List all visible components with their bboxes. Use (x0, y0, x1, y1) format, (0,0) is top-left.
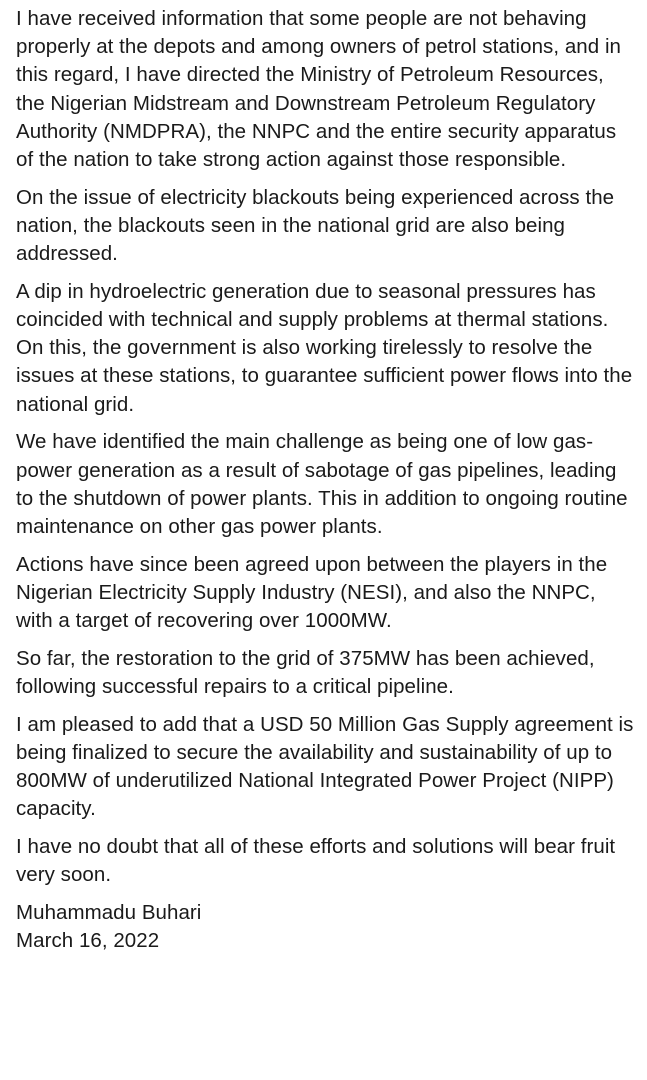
paragraph-electricity-blackouts: On the issue of electricity blackouts being experienced across the nation, the blackouts seen in the national grid are also being addressed. (16, 185, 615, 266)
paragraph-nesi-actions: Actions have since been agreed upon between the players in the Nigerian Electricity Supply Industry (NESI), and also the NNPC, with a target of recovering over 1000MW. (16, 552, 608, 633)
signature-block (16, 899, 637, 955)
paragraph-restoration-375mw: So far, the restoration to the grid of 375MW has been achieved, following successful repairs to a critical pipeline. (16, 646, 595, 698)
paragraph-conclusion: I have no doubt that all of these efforts and solutions will bear fruit very soon. (16, 834, 616, 887)
paragraph-depots-directive: I have received information that some people are not behaving properly at the depots and among owners of petrol stations, and in this regard, I have directed the Ministry of Petroleum Resources, the Nigerian Midstream and Downstream Petroleum Regulatory Authority (NMDPRA), the NNPC and the entire security apparatus of the nation to take strong action against those responsible. (16, 7, 622, 172)
signature-name: Muhammadu Buhari (16, 900, 202, 924)
paragraph-gas-power-challenge: We have identified the main challenge as being one of low gas-power generation as a result of sabotage of gas pipelines, leading to the shutdown of power plants. This in addition to ongoing routine maintenance on other gas power plants. (16, 430, 628, 538)
signature-date: March 16, 2022 (16, 929, 160, 953)
paragraph-gas-supply-agreement: I am pleased to add that a USD 50 Million Gas Supply agreement is being finalized to secure the availability and sustainability of up to 800MW of underutilized National Integrated Power Project (NIPP) capacity. (16, 712, 634, 821)
paragraph-hydroelectric-dip: A dip in hydroelectric generation due to seasonal pressures has coincided with technical and supply problems at thermal stations. On this, the government is also working tirelessly to resolve the issues at these stations, to guarantee sufficient power flows into the national grid. (16, 279, 633, 416)
